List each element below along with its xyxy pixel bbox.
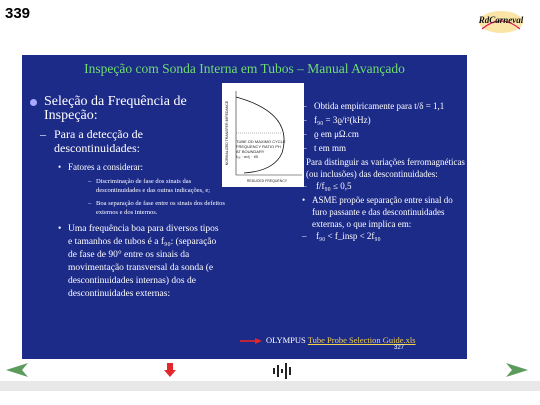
bottom-bar xyxy=(0,381,540,391)
right-item-3: – ϱ em μΩ.cm xyxy=(302,128,467,140)
subheading-bullet: – Para a detecção de descontinuidades: xyxy=(30,127,225,155)
plot-caption xyxy=(236,139,286,159)
logo-text: RdCarneval xyxy=(478,15,524,25)
impedance-plot xyxy=(222,83,304,187)
heading-bullet: Seleção da Frequência de Inspeção: xyxy=(30,95,225,123)
plot-x-label: REDUCED FREQUENCY xyxy=(246,179,288,183)
plot-caption-line: FREQUENCY RATIO PH xyxy=(236,144,281,149)
down-arrow-icon xyxy=(164,363,176,377)
audio-waveform-icon xyxy=(272,363,294,379)
footer-text xyxy=(266,335,416,345)
slide-number: 327 xyxy=(394,345,405,351)
right-item-4: – t em mm xyxy=(302,142,467,154)
down-button[interactable] xyxy=(164,363,176,382)
good-frequency-bullet: • Uma frequência boa para diversos tipos e tamanhos de tubos é a f₉₀: (separação de fase de 90° entre os sinais da movimentação transversal da sonda (e descontinuidades internas) dos de descontinuidades externas: xyxy=(30,223,225,301)
plot-caption-line: TUBE OD MAXIMO CYCLE xyxy=(236,139,286,144)
right-column xyxy=(302,100,467,244)
impedance-curve-graphic xyxy=(222,83,304,187)
right-arrow-icon xyxy=(506,363,528,377)
right-item-8: – f₉₀ < f_insp < 2f₉₀ xyxy=(302,230,467,242)
right-item-7: • ASME propõe separação entre sinal do furo passante e das descontinuidades externas, o que implica em: xyxy=(302,194,467,230)
factor-2: – Boa separação de fase entre os sinais dos defeitos externos e dos internos. xyxy=(30,199,225,217)
right-item-1: – Obtida empiricamente para t/δ = 1,1 xyxy=(302,100,467,112)
left-arrow-icon xyxy=(6,363,28,377)
page-number: 339 xyxy=(5,5,31,22)
prev-button[interactable] xyxy=(6,363,28,382)
right-item-5: Para distinguir as variações ferromagnéticas (ou inclusões) das descontinuidades: xyxy=(306,157,465,179)
red-arrow-icon xyxy=(240,338,262,344)
logo xyxy=(478,9,524,35)
slide xyxy=(22,55,467,359)
plot-caption-line: AT BOUNDARY xyxy=(236,149,265,154)
slide-title: Inspeção com Sonda Interna em Tubos – Manual Avançado xyxy=(84,61,405,76)
right-item-6: – f/f₉₀ ≤ 0,5 xyxy=(302,180,467,192)
olympus-brand: OLYMPUS xyxy=(266,335,306,345)
factor-1: – Discriminação de fase dos sinais das descontinuidades e das outras indicações, e; xyxy=(30,177,225,195)
next-button[interactable] xyxy=(506,363,528,382)
plot-y-label: NORMALIZED TRANSFER IMPEDANCE xyxy=(225,100,229,166)
probe-guide-link[interactable]: Tube Probe Selection Guide.xls xyxy=(307,335,416,345)
plot-caption-line: f₉₀ · σd₂ · t/δ xyxy=(236,154,259,159)
right-item-2: – f₉₀ = 3ϱ/t²(kHz) xyxy=(302,114,467,126)
left-column xyxy=(30,95,225,301)
factors-bullet: • Fatores a considerar: xyxy=(30,161,225,173)
